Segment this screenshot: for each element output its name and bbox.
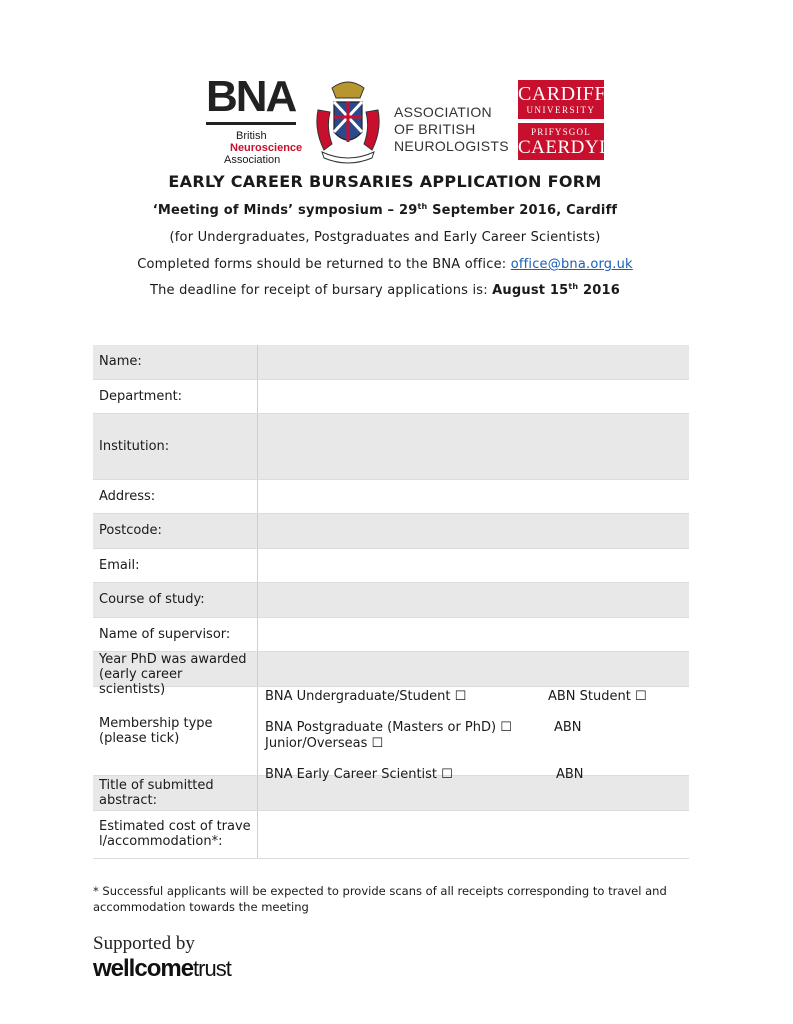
form-row-membership [93,686,689,775]
supervisor-field[interactable] [258,617,690,651]
deadline-date: August 15th 2016 [492,282,621,298]
name-label: Name: [93,345,258,379]
deadline-text: The deadline for receipt of bursary applications is: [149,283,493,298]
travel-cost-field[interactable] [258,810,690,858]
form-row-name [93,345,689,379]
deadline-note [0,283,793,298]
cardiff-logo-line4: CAERDYDD [518,137,628,158]
form-row-course [93,582,689,617]
membership-bna-undergraduate-checkbox[interactable]: BNA Undergraduate/Student ☐ [265,688,467,704]
heraldic-crest-icon [312,80,384,164]
membership-abn-junior-checkbox[interactable]: Junior/Overseas ☐ [265,735,384,751]
form-row-address [93,479,689,513]
course-field[interactable] [258,582,690,617]
wellcome-logo-bold: wellcome [93,955,194,982]
application-form-table [93,345,689,859]
audience-note: (for Undergraduates, Postgraduates and Early Career Scientists) [169,230,601,245]
institution-field[interactable] [258,413,690,479]
bna-logo-line1: British [236,130,267,142]
form-row-department [93,379,689,413]
form-row-postcode [93,513,689,548]
travel-cost-label: Estimated cost of travel/accommodation*: [99,819,251,849]
abn-logo-line1: ASSOCIATION [394,104,492,120]
bna-logo-line3: Association [224,154,281,166]
subtitle-sup: th [417,202,428,211]
membership-abn-third-label: ABN [556,766,584,782]
cardiff-logo-line3: PRIFYSGOL [531,127,591,137]
form-row-travel-cost [93,810,689,858]
department-label: Department: [93,379,258,413]
membership-label: Membership type (please tick) [99,715,213,746]
form-row-phd-year [93,651,689,686]
return-instructions [0,257,793,272]
abn-logo-line2: OF BRITISH [394,121,476,137]
postcode-label: Postcode: [93,513,258,548]
address-field[interactable] [258,479,690,513]
postcode-field[interactable] [258,513,690,548]
symposium-subtitle [0,203,793,218]
form-row-supervisor [93,617,689,651]
abn-logo [394,104,509,155]
bna-logo-letters: BNA [206,72,296,121]
office-email-link[interactable]: office@bna.org.uk [510,257,633,272]
phd-year-label: Year PhD was awarded (early career scientists) [99,652,247,697]
bna-logo [206,72,306,166]
cardiff-university-logo [518,80,628,160]
form-row-email [93,548,689,582]
return-text: Completed forms should be returned to the BNA office: [137,257,511,272]
supported-by-text: Supported by [93,933,195,954]
membership-abn-student-checkbox[interactable]: ABN Student ☐ [548,688,647,704]
email-field[interactable] [258,548,690,582]
membership-bna-early-career-checkbox[interactable]: BNA Early Career Scientist ☐ [265,766,453,782]
form-row-institution [93,413,689,479]
cardiff-logo-divider [518,119,604,123]
receipts-footnote: * Successful applicants will be expected to provide scans of all receipts corresponding to travel and accommodation towards the meeting [93,884,667,914]
cardiff-logo-line1: CARDIFF [518,83,606,105]
name-field[interactable] [258,345,690,379]
subtitle-pre: ‘Meeting of Minds’ symposium – 29 [152,203,418,218]
wellcome-logo-light: trust [193,956,231,981]
phd-year-field[interactable] [258,651,690,686]
abstract-title-label: Title of submitted abstract: [99,777,214,808]
bna-logo-line2: Neuroscience [230,142,303,154]
wellcome-trust-logo [93,955,231,983]
cardiff-logo-line2: UNIVERSITY [526,105,596,115]
bna-logo-underline [206,122,296,125]
membership-options [258,687,689,782]
institution-label: Institution: [93,413,258,479]
subtitle-post: September 2016, Cardiff [427,203,618,218]
supervisor-label: Name of supervisor: [93,617,258,651]
membership-bna-postgraduate-checkbox[interactable]: BNA Postgraduate (Masters or PhD) ☐ [265,719,512,735]
form-title: EARLY CAREER BURSARIES APPLICATION FORM [168,172,602,191]
membership-abn-junior-label: ABN [554,719,582,735]
address-label: Address: [93,479,258,513]
abn-logo-line3: NEUROLOGISTS [394,138,509,154]
email-label: Email: [93,548,258,582]
course-label: Course of study: [93,582,258,617]
department-field[interactable] [258,379,690,413]
logo-bar [0,74,770,166]
